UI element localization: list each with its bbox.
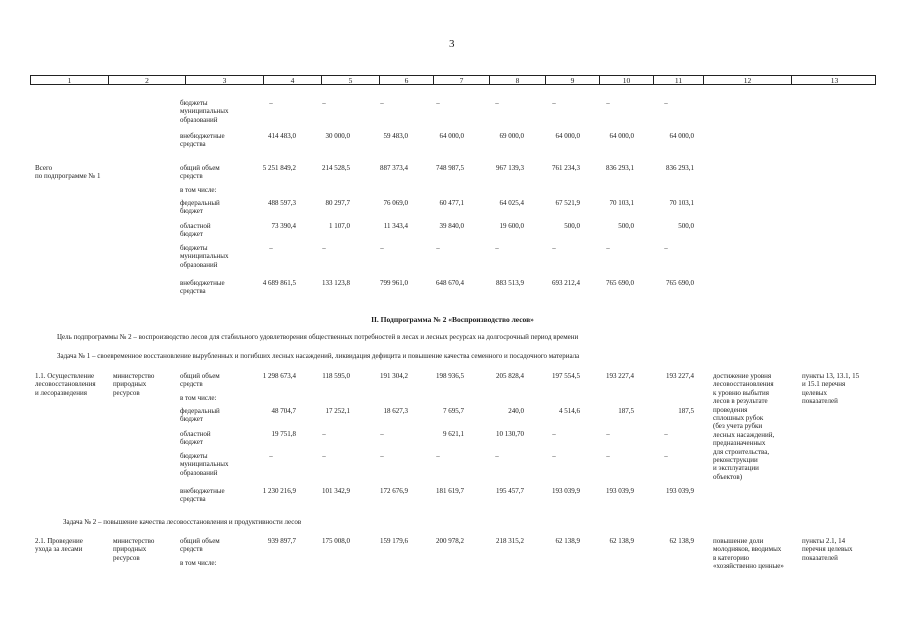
label-line: лесовосстановления xyxy=(713,380,774,389)
cell: – xyxy=(380,452,384,460)
cell: – xyxy=(552,452,556,460)
cell: – xyxy=(606,244,610,252)
responsible-executor xyxy=(113,537,154,562)
label-line: средства xyxy=(180,140,206,149)
cell: 1 107,0 xyxy=(329,222,350,230)
label-offbudget xyxy=(180,279,225,296)
cell: 10 130,70 xyxy=(496,430,524,438)
section-title: II. Подпрограмма № 2 «Воспроизводство лесов» xyxy=(371,315,534,324)
label-line: областной xyxy=(180,222,211,230)
label-line: бюджеты xyxy=(180,452,208,460)
label-line: министерство xyxy=(113,537,155,545)
indicator-refs xyxy=(802,372,859,406)
cell: 64 000,0 xyxy=(555,132,580,140)
label-line: бюджет xyxy=(180,415,203,424)
cell: 11 343,4 xyxy=(383,222,408,230)
cell: 70 103,1 xyxy=(609,199,634,207)
label-line: общий объем xyxy=(180,537,220,545)
cell: 62 138,9 xyxy=(669,537,694,545)
header-col-10: 10 xyxy=(599,76,653,84)
cell: 193 227,4 xyxy=(666,372,694,380)
label-including: в том числе: xyxy=(180,186,217,194)
label-line: пункты 2.1, 14 xyxy=(802,537,846,545)
cell: 18 627,3 xyxy=(383,407,408,415)
cell: – xyxy=(436,244,440,252)
expected-result xyxy=(713,372,774,481)
cell: – xyxy=(552,430,556,438)
cell: 187,5 xyxy=(678,407,694,415)
cell: 200 978,2 xyxy=(436,537,464,545)
label-line: бюджеты xyxy=(180,244,208,252)
cell: 748 987,5 xyxy=(436,164,464,172)
label-line: бюджет xyxy=(180,207,203,216)
label-line: предназначенных xyxy=(713,439,766,448)
cell: 214 528,5 xyxy=(322,164,350,172)
label-line: ресурсов xyxy=(113,388,140,397)
header-col-6: 6 xyxy=(379,76,433,84)
label-line: природных xyxy=(113,545,147,554)
cell: 193 039,9 xyxy=(666,487,694,495)
cell: 64 025,4 xyxy=(499,199,524,207)
header-col-7: 7 xyxy=(433,76,489,84)
label-line: природных xyxy=(113,380,147,389)
cell: – xyxy=(495,452,499,460)
label-line: и эксплуатации xyxy=(713,464,759,473)
cell: – xyxy=(664,244,668,252)
indicator-refs xyxy=(802,537,852,562)
label-line: пункты 13, 13.1, 15 xyxy=(802,372,860,380)
cell: 187,5 xyxy=(618,407,634,415)
label-line: 1.1. Осуществление xyxy=(35,372,95,380)
label-line: бюджеты xyxy=(180,99,208,107)
label-line: областной xyxy=(180,430,211,438)
label-line: перечня целевых xyxy=(802,545,853,554)
expected-result xyxy=(713,537,784,571)
cell: 761 234,3 xyxy=(552,164,580,172)
cell: 39 840,0 xyxy=(439,222,464,230)
label-line: федеральный xyxy=(180,199,220,207)
cell: 195 457,7 xyxy=(496,487,524,495)
label-line: муниципальных xyxy=(180,252,229,261)
label-total xyxy=(180,164,220,181)
label-line: средства xyxy=(180,287,206,296)
label-line: молодняков, вводимых xyxy=(713,545,782,554)
cell: 488 597,3 xyxy=(268,199,296,207)
cell: 218 315,2 xyxy=(496,537,524,545)
label-line: 2.1. Проведение xyxy=(35,537,83,545)
label-line: повышение доли xyxy=(713,537,764,545)
cell: 175 008,0 xyxy=(322,537,350,545)
label-total xyxy=(180,537,220,554)
cell: 17 252,1 xyxy=(325,407,350,415)
row-title-2-1 xyxy=(35,537,83,554)
cell: – xyxy=(552,99,556,107)
header-col-1: 1 xyxy=(67,76,72,85)
cell: – xyxy=(269,99,273,107)
cell: 193 039,9 xyxy=(552,487,580,495)
header-col-12: 12 xyxy=(703,76,791,84)
goal-text: Цель подпрограммы № 2 – воспроизводство лесов для стабильного удовлетворения общественных потребностей в лесах и лесных ресурсах на долгосрочный период времени xyxy=(57,333,579,341)
cell: 197 554,5 xyxy=(552,372,580,380)
label-line: внебюджетные xyxy=(180,132,225,140)
cell: 500,0 xyxy=(564,222,580,230)
cell: 799 961,0 xyxy=(380,279,408,287)
label-line: средств xyxy=(180,172,203,181)
cell: 5 251 849,2 xyxy=(262,164,296,172)
row-title-1-1 xyxy=(35,372,96,397)
cell: 80 297,7 xyxy=(325,199,350,207)
label-line: (без учета рубки xyxy=(713,422,763,431)
label-line: ухода за лесами xyxy=(35,545,83,554)
label-total xyxy=(180,372,220,389)
label-line: объектов) xyxy=(713,472,743,481)
label-including: в том числе: xyxy=(180,559,217,567)
label-line: лесов в результате xyxy=(713,397,768,406)
cell: – xyxy=(436,99,440,107)
label-offbudget xyxy=(180,487,225,504)
label-line: образований xyxy=(180,115,218,124)
cell: 48 704,7 xyxy=(271,407,296,415)
cell: – xyxy=(322,244,326,252)
header-col-8: 8 xyxy=(489,76,545,84)
header-col-4: 4 xyxy=(263,76,321,84)
label-line: внебюджетные xyxy=(180,279,225,287)
cell: 4 689 861,5 xyxy=(262,279,296,287)
cell: 62 138,9 xyxy=(555,537,580,545)
cell: 181 619,7 xyxy=(436,487,464,495)
cell: – xyxy=(380,430,384,438)
label-municipal xyxy=(180,99,228,124)
label-regional xyxy=(180,430,211,447)
cell: 414 483,0 xyxy=(268,132,296,140)
label-line: образований xyxy=(180,468,218,477)
cell: 69 000,0 xyxy=(499,132,524,140)
label-line: средств xyxy=(180,380,203,389)
label-line: Всего xyxy=(35,164,53,172)
page-number: 3 xyxy=(449,38,455,50)
label-federal xyxy=(180,407,220,424)
task2-text: Задача № 2 – повышение качества лесовосстановления и продуктивности лесов xyxy=(63,518,302,526)
label-line: и лесоразведения xyxy=(35,388,87,397)
label-line: бюджет xyxy=(180,230,203,239)
cell: – xyxy=(495,99,499,107)
responsible-executor xyxy=(113,372,154,397)
cell: – xyxy=(606,99,610,107)
task1-text: Задача № 1 – своевременное восстановление вырубленных и погибших лесных насаждений, ликвидация дефицита и повышение качества семенного и посадочного материала xyxy=(57,352,580,360)
header-col-13: 13 xyxy=(791,76,877,84)
cell: 765 690,0 xyxy=(666,279,694,287)
cell: – xyxy=(664,452,668,460)
label-line: ресурсов xyxy=(113,553,140,562)
cell: 887 373,4 xyxy=(380,164,408,172)
cell: 191 304,2 xyxy=(380,372,408,380)
header-col-9: 9 xyxy=(545,76,599,84)
cell: – xyxy=(436,452,440,460)
cell: 30 000,0 xyxy=(325,132,350,140)
label-line: муниципальных xyxy=(180,107,229,116)
cell: – xyxy=(322,430,326,438)
cell: 648 670,4 xyxy=(436,279,464,287)
cell: 939 897,7 xyxy=(268,537,296,545)
row-title-total-sub1 xyxy=(35,164,100,181)
cell: 64 000,0 xyxy=(439,132,464,140)
label-offbudget xyxy=(180,132,225,149)
cell: – xyxy=(495,244,499,252)
label-line: внебюджетные xyxy=(180,487,225,495)
cell: 101 342,9 xyxy=(322,487,350,495)
header-col-3: 3 xyxy=(185,76,263,84)
cell: – xyxy=(664,99,668,107)
label-line: целевых xyxy=(802,388,827,397)
table-header-row xyxy=(30,75,876,85)
cell: 836 293,1 xyxy=(666,164,694,172)
cell: 60 477,1 xyxy=(439,199,464,207)
label-line: бюджет xyxy=(180,438,203,447)
label-line: показателей xyxy=(802,397,838,406)
label-line: федеральный xyxy=(180,407,220,415)
cell: 62 138,9 xyxy=(609,537,634,545)
cell: – xyxy=(380,244,384,252)
label-line: средства xyxy=(180,495,206,504)
cell: 765 690,0 xyxy=(606,279,634,287)
label-federal xyxy=(180,199,220,216)
label-line: для строительства, xyxy=(713,447,770,456)
cell: 500,0 xyxy=(678,222,694,230)
label-line: лесовосстановления xyxy=(35,380,96,389)
label-line: сплошных рубок xyxy=(713,414,764,423)
cell: 7 695,7 xyxy=(443,407,464,415)
header-col-2: 2 xyxy=(108,76,185,84)
cell: 118 595,0 xyxy=(322,372,350,380)
label-line: средств xyxy=(180,545,203,554)
cell: 19 751,8 xyxy=(271,430,296,438)
cell: 836 293,1 xyxy=(606,164,634,172)
cell: 67 521,9 xyxy=(555,199,580,207)
cell: 4 514,6 xyxy=(559,407,580,415)
cell: 198 936,5 xyxy=(436,372,464,380)
cell: – xyxy=(269,244,273,252)
cell: – xyxy=(269,452,273,460)
header-col-5: 5 xyxy=(321,76,379,84)
cell: 133 123,8 xyxy=(322,279,350,287)
cell: – xyxy=(322,452,326,460)
label-line: общий объем xyxy=(180,164,220,172)
label-line: реконструкции xyxy=(713,456,758,465)
label-line: и 15.1 перечня xyxy=(802,380,846,389)
label-line: в категорию xyxy=(713,553,750,562)
header-col-11: 11 xyxy=(653,76,703,84)
cell: – xyxy=(552,244,556,252)
label-line: общий объем xyxy=(180,372,220,380)
cell: 64 000,0 xyxy=(609,132,634,140)
cell: 19 600,0 xyxy=(499,222,524,230)
cell: 73 390,4 xyxy=(271,222,296,230)
cell: 205 828,4 xyxy=(496,372,524,380)
label-including: в том числе: xyxy=(180,394,217,402)
label-line: муниципальных xyxy=(180,460,229,469)
cell: 70 103,1 xyxy=(669,199,694,207)
label-line: лесных насаждений, xyxy=(713,430,775,439)
label-line: «хозяйственно ценные» xyxy=(713,562,784,571)
cell: 159 179,6 xyxy=(380,537,408,545)
cell: 193 039,9 xyxy=(606,487,634,495)
cell: 9 621,1 xyxy=(443,430,464,438)
cell: 1 298 673,4 xyxy=(262,372,296,380)
cell: 172 676,9 xyxy=(380,487,408,495)
label-line: по подпрограмме № 1 xyxy=(35,172,101,181)
cell: 59 483,0 xyxy=(383,132,408,140)
label-line: показателей xyxy=(802,553,838,562)
label-line: образований xyxy=(180,260,218,269)
cell: 1 230 216,9 xyxy=(262,487,296,495)
label-municipal xyxy=(180,452,228,477)
cell: 883 513,9 xyxy=(496,279,524,287)
label-line: достижение уровня xyxy=(713,372,772,380)
cell: – xyxy=(664,430,668,438)
cell: 693 212,4 xyxy=(552,279,580,287)
cell: 500,0 xyxy=(618,222,634,230)
label-municipal xyxy=(180,244,228,269)
cell: – xyxy=(322,99,326,107)
label-regional xyxy=(180,222,211,239)
label-line: к уровню выбытия xyxy=(713,388,769,397)
cell: 193 227,4 xyxy=(606,372,634,380)
cell: – xyxy=(606,452,610,460)
cell: 64 000,0 xyxy=(669,132,694,140)
label-line: проведения xyxy=(713,405,748,414)
cell: – xyxy=(606,430,610,438)
cell: 240,0 xyxy=(508,407,524,415)
cell: 76 069,0 xyxy=(383,199,408,207)
cell: – xyxy=(380,99,384,107)
label-line: министерство xyxy=(113,372,155,380)
cell: 967 139,3 xyxy=(496,164,524,172)
